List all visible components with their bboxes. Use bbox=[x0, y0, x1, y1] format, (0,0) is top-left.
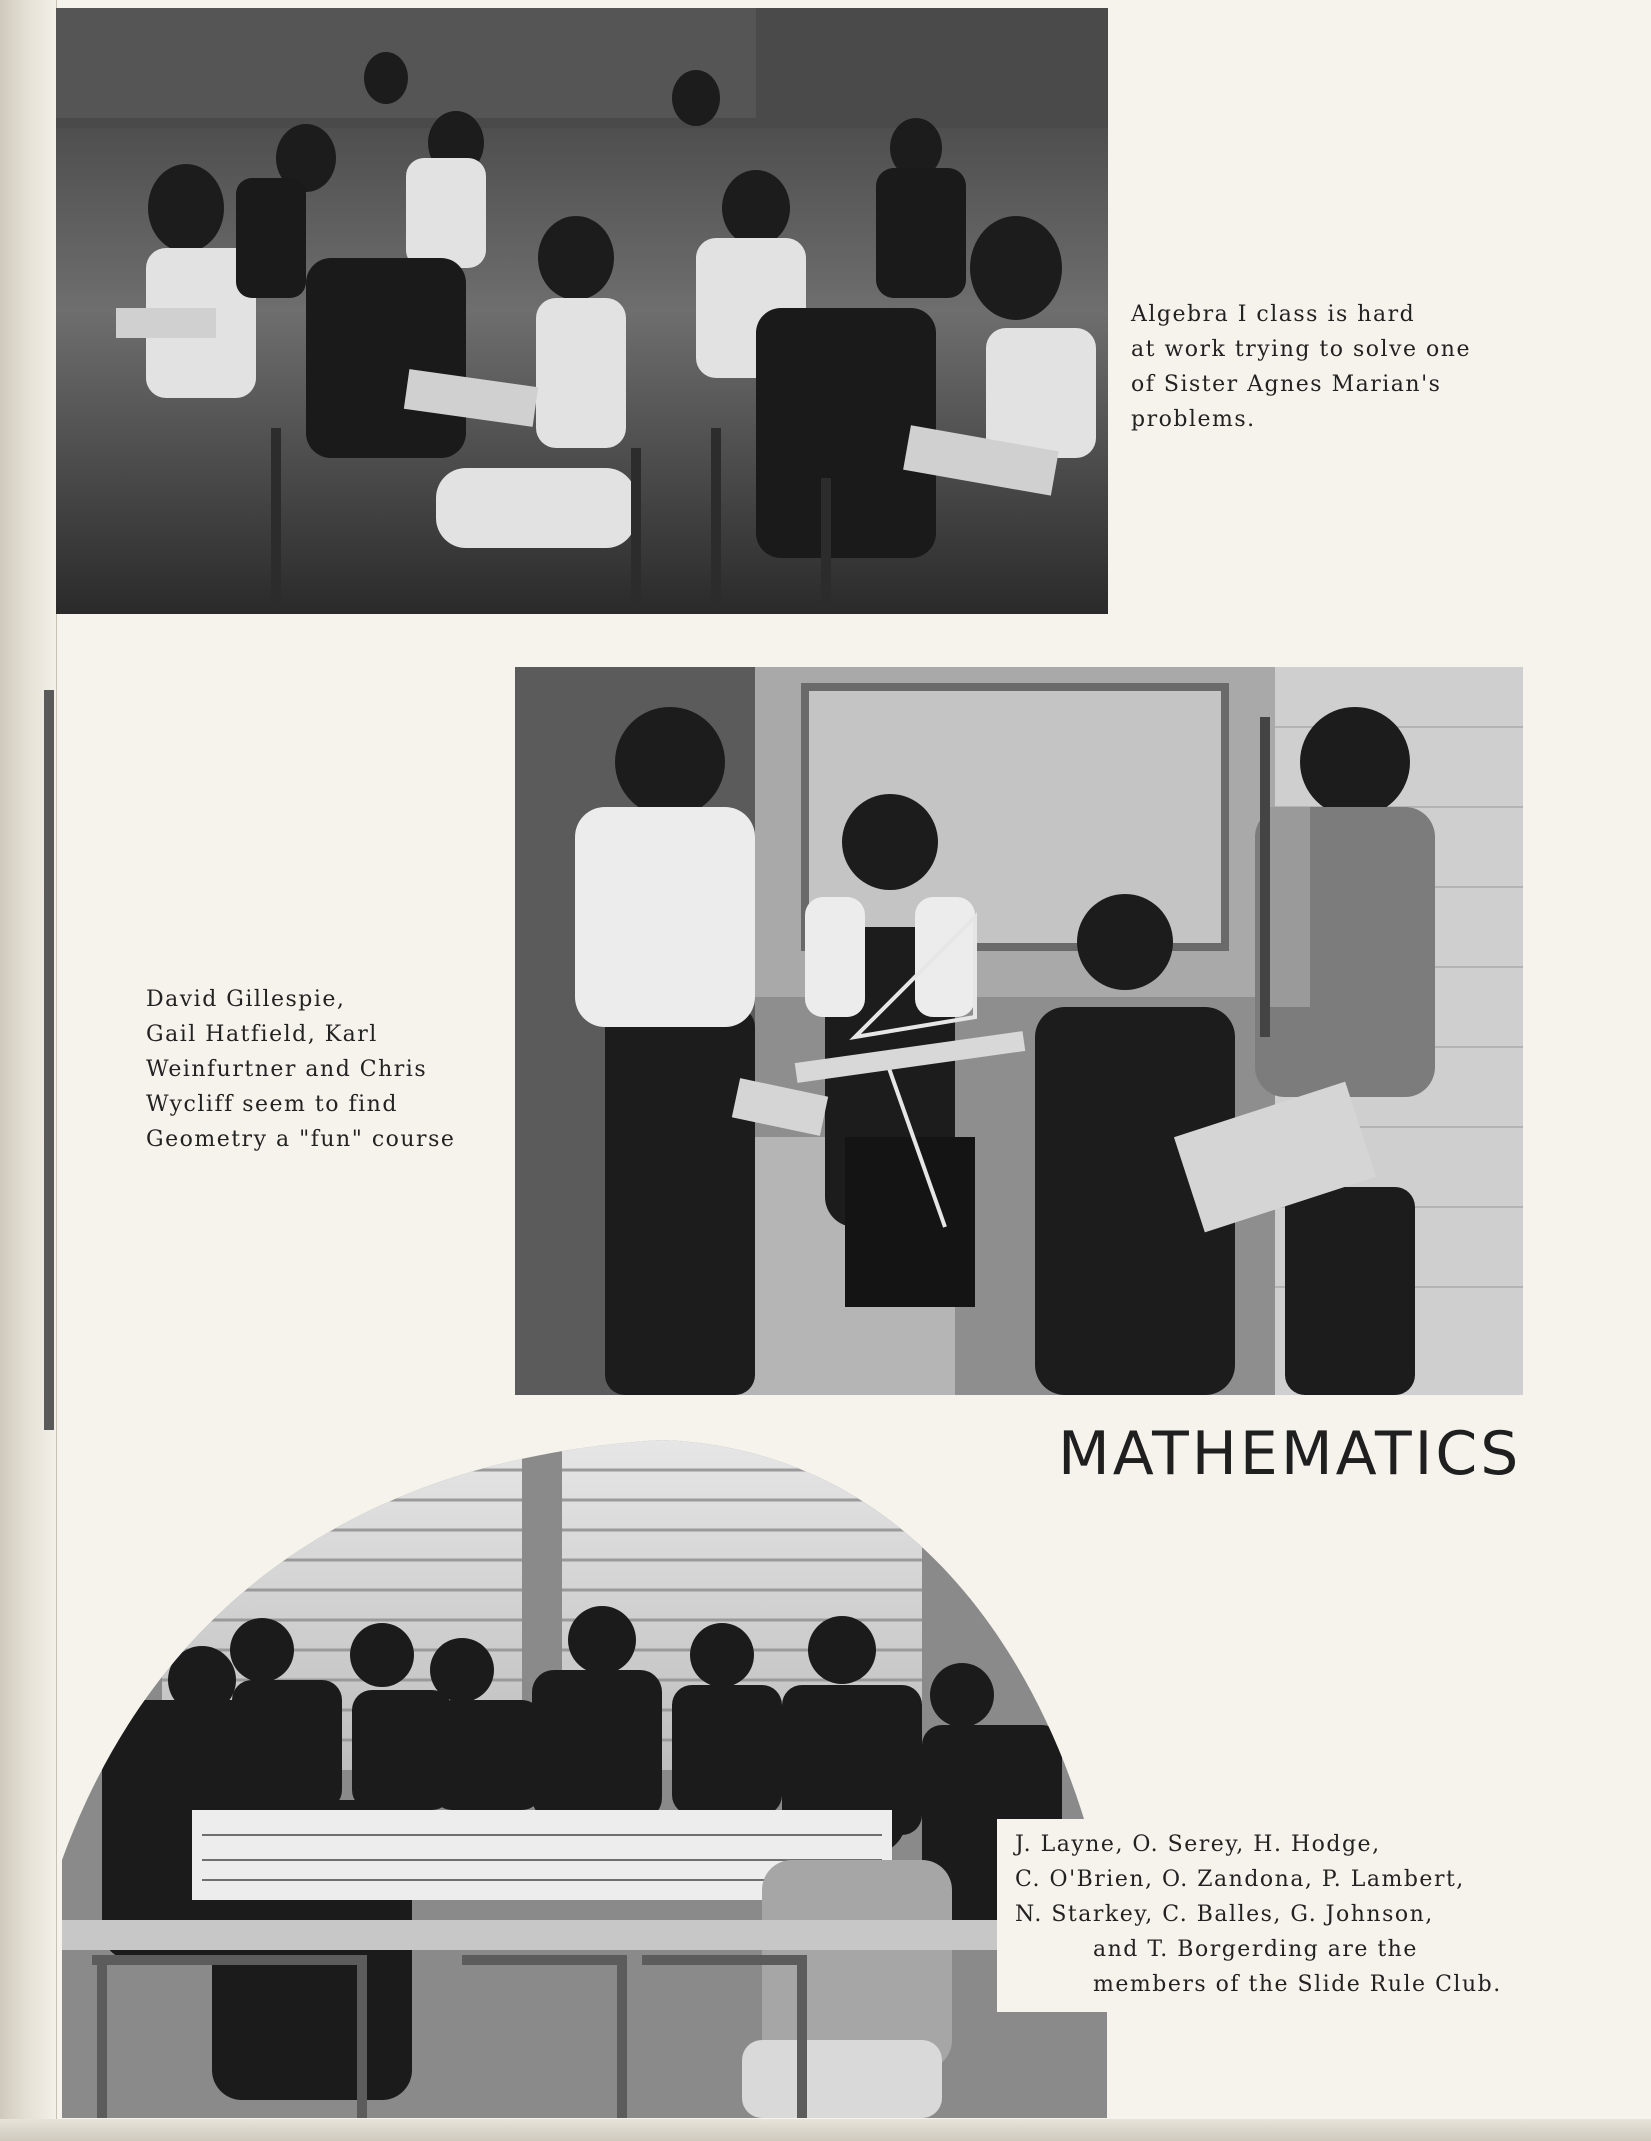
caption-line: problems. bbox=[1131, 407, 1256, 432]
algebra-class-photo bbox=[56, 8, 1108, 614]
spine-shadow bbox=[44, 690, 54, 1430]
slide-rule-club-photo bbox=[62, 1440, 1107, 2118]
caption-line: J. Layne, O. Serey, H. Hodge, bbox=[1015, 1832, 1381, 1857]
page-title: MATHEMATICS bbox=[1058, 1419, 1522, 1489]
book-spine bbox=[0, 0, 57, 2141]
caption-line: members of the Slide Rule Club. bbox=[1093, 1972, 1502, 1997]
caption-line: David Gillespie, bbox=[146, 987, 346, 1012]
geometry-caption bbox=[146, 982, 455, 1157]
caption-line: Wycliff seem to find bbox=[146, 1092, 398, 1117]
caption-line: N. Starkey, C. Balles, G. Johnson, bbox=[1015, 1902, 1434, 1927]
caption-line: Gail Hatfield, Karl bbox=[146, 1022, 378, 1047]
caption-line: at work trying to solve one bbox=[1131, 337, 1471, 362]
geometry-students-photo bbox=[515, 667, 1523, 1395]
page-bottom-edge bbox=[0, 2119, 1651, 2141]
caption-line: and T. Borgerding are the bbox=[1093, 1937, 1418, 1962]
caption-line: Weinfurtner and Chris bbox=[146, 1057, 428, 1082]
caption-line: of Sister Agnes Marian's bbox=[1131, 372, 1442, 397]
algebra-caption bbox=[1131, 297, 1471, 437]
slide-rule-caption bbox=[997, 1819, 1518, 2012]
caption-line: Geometry a "fun" course bbox=[146, 1127, 456, 1152]
caption-line: Algebra I class is hard bbox=[1131, 302, 1416, 327]
caption-line: C. O'Brien, O. Zandona, P. Lambert, bbox=[1015, 1867, 1465, 1892]
